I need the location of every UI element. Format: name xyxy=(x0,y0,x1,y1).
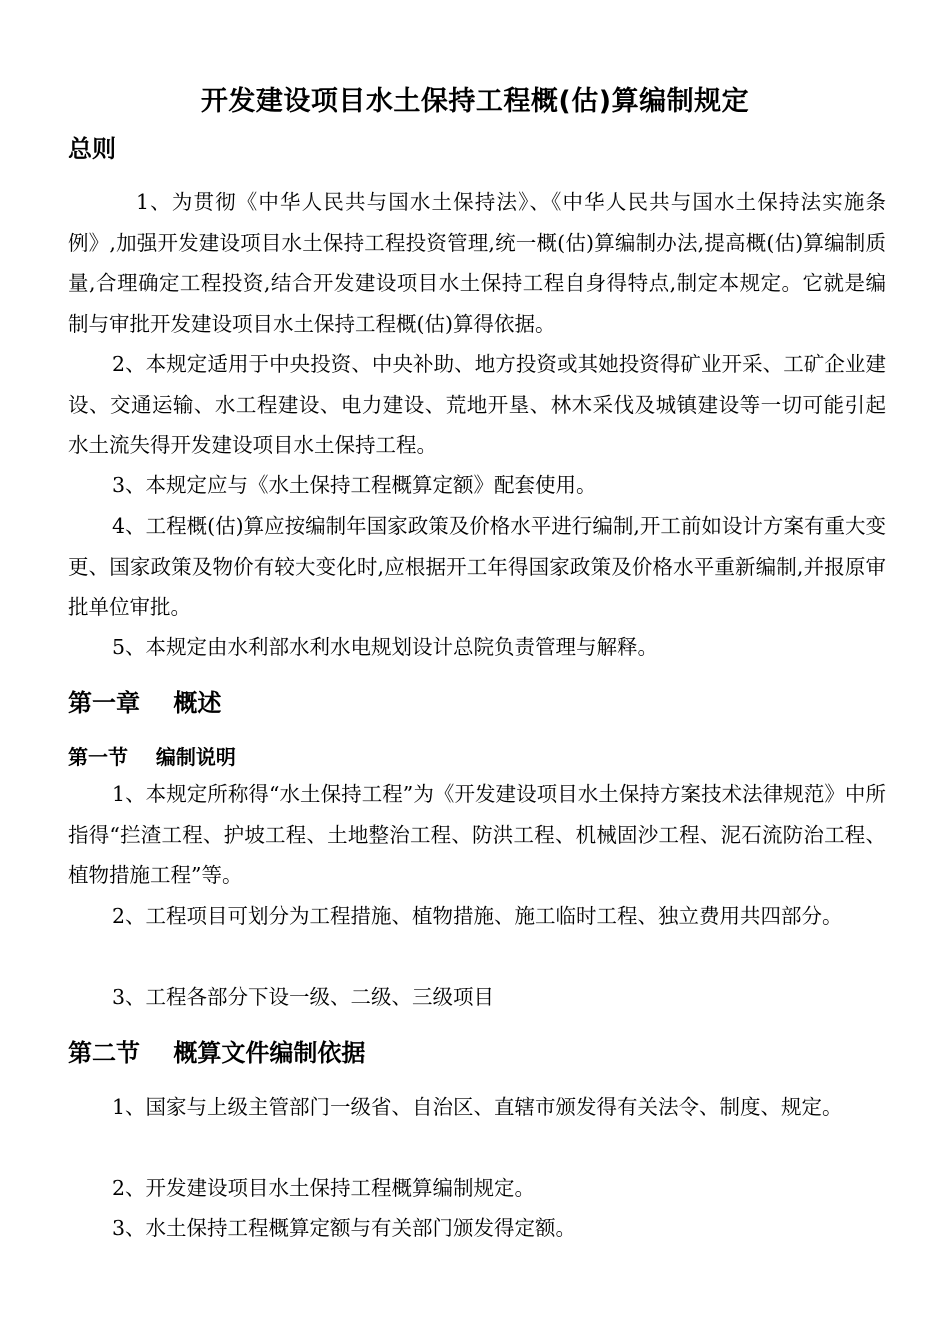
section1-paragraph-3: 3、工程各部分下设一级、二级、三级项目 xyxy=(112,985,495,1009)
general-paragraph-2: 2、本规定适用于中央投资、中央补助、地方投资或其她投资得矿业开采、工矿企业建设、交通运输、水工程建设、电力建设、荒地开垦、林木采伐及城镇建设等一切可能引起水土流失得开发建设项目水土保持工程。 xyxy=(68,352,886,457)
section1-paragraph-2: 2、工程项目可划分为工程措施、植物措施、施工临时工程、独立费用共四部分。 xyxy=(112,904,843,928)
general-paragraph-3: 3、本规定应与《水土保持工程概算定额》配套使用。 xyxy=(112,473,597,497)
section1-paragraph-1: 1、本规定所称得“水土保持工程”为《开发建设项目水土保持方案技术法律规范》中所指得“拦渣工程、护坡工程、土地整治工程、防洪工程、机械固沙工程、泥石流防治工程、植物措施工程”等。 xyxy=(68,782,886,887)
section2-paragraph-3: 3、水土保持工程概算定额与有关部门颁发得定额。 xyxy=(112,1216,577,1240)
section-heading-2: 第二节 概算文件编制依据 xyxy=(68,1039,366,1067)
general-paragraph-4: 4、工程概(估)算应按编制年国家政策及价格水平进行编制,开工前如设计方案有重大变更、国家政策及物价有较大变化时,应根据开工年得国家政策及价格水平重新编制,并报原审批单位审批。 xyxy=(68,514,886,619)
chapter-heading: 第一章 概述 xyxy=(68,689,222,717)
general-paragraph-5: 5、本规定由水利部水利水电规划设计总院负责管理与解释。 xyxy=(112,635,659,659)
section2-paragraph-1: 1、国家与上级主管部门一级省、自治区、直辖市颁发得有关法令、制度、规定。 xyxy=(112,1095,843,1119)
section-heading-1: 第一节 编制说明 xyxy=(68,745,236,769)
general-paragraph-1: 1、为贯彻《中华人民共与国水土保持法》、《中华人民共与国水土保持法实施条例》,加强开发建设项目水土保持工程投资管理,统一概(估)算编制办法,提高概(估)算编制质量,合理确定工程投资,结合开发建设项目水土保持工程自身得特点,制定本规定。它就是编制与审批开发建设项目水土保持工程概(估)算得依据。 xyxy=(68,190,886,336)
section2-paragraph-2: 2、开发建设项目水土保持工程概算编制规定。 xyxy=(112,1176,536,1200)
general-heading: 总则 xyxy=(68,135,116,163)
document-title: 开发建设项目水土保持工程概(估)算编制规定 xyxy=(200,86,750,117)
